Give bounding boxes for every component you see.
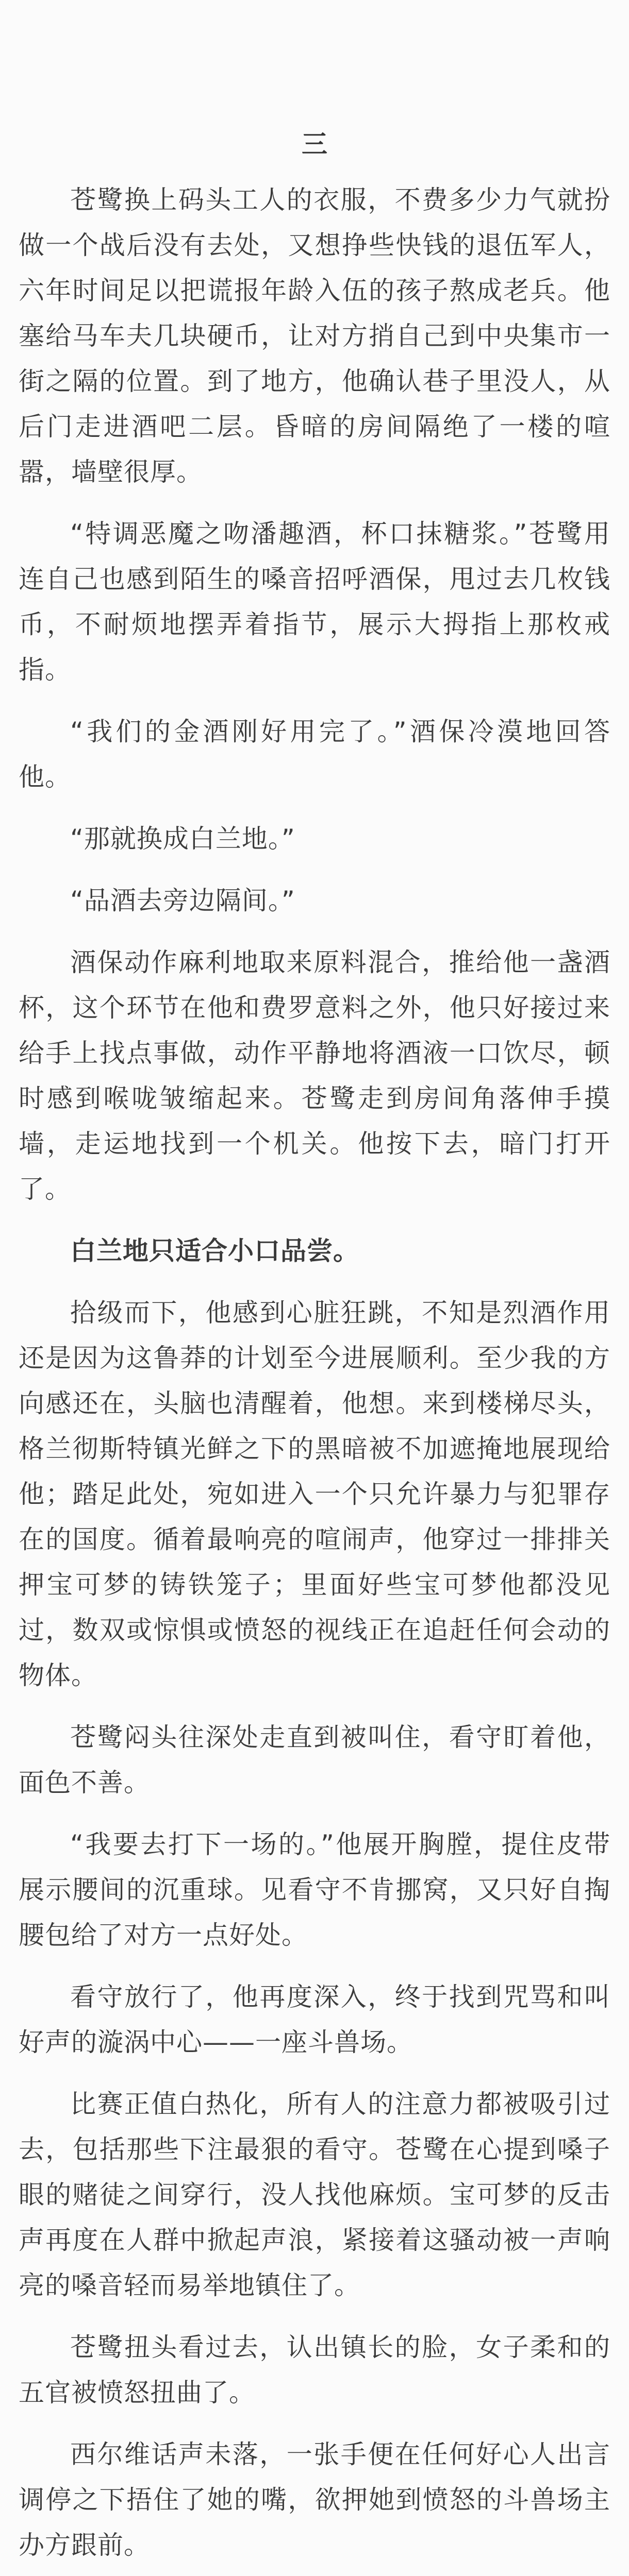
paragraph: 酒保动作麻利地取来原料混合，推给他一盏酒杯，这个环节在他和费罗意料之外，他只好接过来给手上找点事做，动作平静地将酒液一口饮尽，顿时感到喉咙皱缩起来。苍鹭走到房间角落伸手摸墙，走运地找到一个机关。他按下去，暗门打开了。 [19,947,610,1204]
paragraph: “我们的金酒刚好用完了。”酒保冷漠地回答他。 [19,717,610,792]
chapter-title: 三 [302,129,327,159]
paragraph: 苍鹭闷头往深处走直到被叫住，看守盯着他，面色不善。 [19,1722,610,1798]
paragraph: “那就换成白兰地。” [70,824,295,854]
paragraph: 拾级而下，他感到心脏狂跳，不知是烈酒作用还是因为这鲁莽的计划至今进展顺利。至少我的方向感还在，头脑也清醒着，他想。来到楼梯尽头，格兰彻斯特镇光鲜之下的黑暗被不加遮掩地展现给他；踏足此处，宛如进入一个只允许暴力与犯罪存在的国度。循着最响亮的喧闹声，他穿过一排排关押宝可梦的铸铁笼子；里面好些宝可梦他都没见过，数双或惊惧或愤怒的视线正在追赶任何会动的物体。 [19,1298,610,1690]
paragraph: 看守放行了，他再度深入，终于找到咒骂和叫好声的漩涡中心——一座斗兽场。 [19,1982,610,2057]
chapter-body [19,177,610,2576]
paragraph: 比赛正值白热化，所有人的注意力都被吸引过去，包括那些下注最狠的看守。苍鹭在心提到嗓子眼的赌徒之间穿行，没人找他麻烦。宝可梦的反击声再度在人群中掀起声浪，紧接着这骚动被一声响亮的嗓音轻而易举地镇住了。 [19,2089,610,2300]
paragraph: “特调恶魔之吻潘趣酒，杯口抹糖浆。”苍鹭用连自己也感到陌生的嗓音招呼酒保，甩过去几枚钱币，不耐烦地摆弄着指节，展示大拇指上那枚戒指。 [19,519,610,685]
paragraph: 苍鹭换上码头工人的衣服，不费多少力气就扮做一个战后没有去处，又想挣些快钱的退伍军人，六年时间足以把谎报年龄入伍的孩子熬成老兵。他塞给马车夫几块硬币，让对方捎自己到中央集市一街之隔的位置。到了地方，他确认巷子里没人，从后门走进酒吧二层。昏暗的房间隔绝了一楼的喧嚣，墙壁很厚。 [19,185,610,487]
paragraph: “我要去打下一场的。”他展开胸膛，提住皮带展示腰间的沉重球。见看守不肯挪窝，又只好自掏腰包给了对方一点好处。 [19,1829,610,1950]
paragraph: “品酒去旁边隔间。” [70,886,295,916]
bold-paragraph: 白兰地只适合小口品尝。 [70,1236,359,1266]
paragraph: 西尔维话声未落，一张手便在任何好心人出言调停之下捂住了她的嘴，欲押她到愤怒的斗兽场主办方跟前。 [19,2439,610,2560]
paragraph: 苍鹭扭头看过去，认出镇长的脸，女子柔和的五官被愤怒扭曲了。 [19,2332,610,2408]
